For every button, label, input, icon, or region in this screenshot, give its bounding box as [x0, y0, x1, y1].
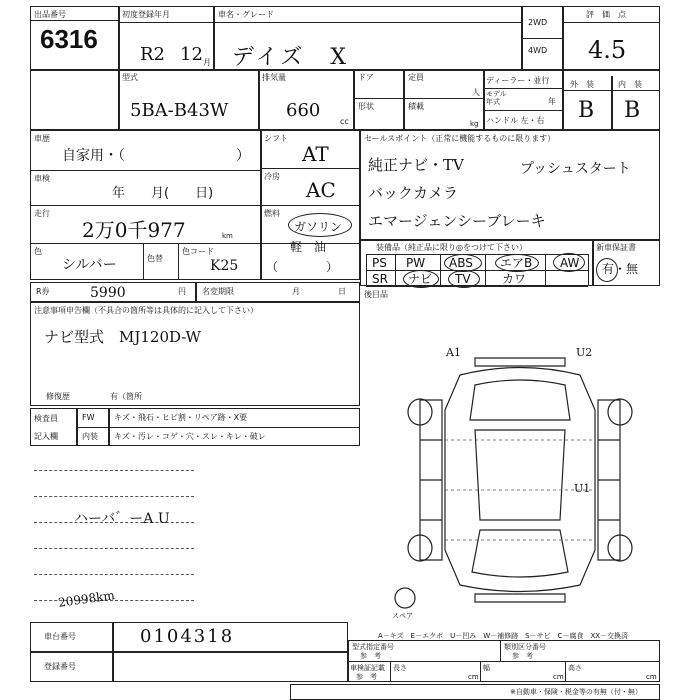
inspector-label1: 検査員 [34, 414, 58, 423]
equip-airbag: エアB [500, 256, 533, 270]
inspector-label2: 記入欄 [34, 432, 58, 441]
cc-unit: cc [340, 117, 349, 126]
equip-abs: ABS [449, 256, 473, 270]
handle-label: ハンドル 左・右 [486, 116, 545, 125]
equip-pw: PW [406, 256, 426, 270]
circle-aw [553, 253, 585, 272]
expiry-day-unit: 日 [338, 287, 346, 296]
car-size-ref: 参 考 [356, 673, 377, 681]
score-label: 評 価 点 [586, 10, 626, 19]
mileage-label: 走行 [34, 209, 50, 218]
drive-4wd: 4WD [528, 46, 548, 55]
yen-unit: 円 [178, 287, 186, 296]
repair-label: 修復歴 [46, 392, 70, 401]
color-value: シルバー [62, 257, 117, 273]
interior-items: キズ・汚レ・コゲ・穴・スレ・キレ・破レ [114, 432, 266, 441]
shaken-value: 年 月( 日) [112, 186, 214, 201]
rear-seat-label: 後目品 [364, 290, 388, 299]
exterior-grade: B [578, 98, 595, 123]
first-reg-month: 12 [180, 44, 203, 65]
class-no-ref: 参 考 [512, 652, 533, 660]
length-label: 長さ [393, 664, 407, 672]
type-no-ref: 参 考 [360, 652, 381, 660]
car-name: デイズ X [232, 45, 349, 70]
equip-aw: AW [560, 256, 580, 270]
history-label: 車歴 [34, 134, 50, 143]
fw-items: キズ・飛石・ヒビ割・リペア跡・X要 [114, 413, 248, 422]
aircon-value: AC [306, 178, 336, 202]
history-close: ） [236, 148, 250, 164]
displacement: 660 [286, 100, 321, 121]
type-no-label: 型式指定番号 [352, 643, 394, 651]
shift-value: AT [302, 142, 329, 166]
shape-label: 形状 [358, 102, 374, 111]
month-unit: 月 [203, 58, 211, 67]
notes-box [30, 302, 360, 406]
class-no-label: 類別区分番号 [504, 643, 546, 651]
sales-point-line2: バックカメラ [368, 184, 459, 202]
fuel-label: 燃料 [264, 209, 280, 218]
width-label: 幅 [483, 664, 490, 672]
displacement-label: 排気量 [262, 73, 286, 82]
equip-leather: カワ [502, 272, 527, 286]
equipment-label: 装備品（純正品に限り◎をつけて下さい） [376, 243, 527, 252]
footer-note: ※自動車・保険・税金等の有無（付・無） [510, 688, 642, 696]
chassis-value: 0104318 [140, 626, 235, 647]
capacity-label: 定員 [408, 73, 424, 82]
fuel-value: ガソリン [294, 220, 343, 234]
fuel-light: 軽 油 [290, 240, 327, 254]
year-unit: 年 [548, 97, 556, 106]
color-code-label: 色コード [182, 247, 214, 256]
warranty-label: 新車保証書 [596, 243, 636, 252]
recycle-value: 5990 [90, 285, 126, 301]
circle-tv [448, 270, 480, 288]
width-unit: cm [553, 673, 564, 681]
registration-label: 登録番号 [44, 662, 76, 671]
shift-label: シフト [264, 134, 288, 143]
car-size-label: 車検証記載 [350, 664, 385, 672]
recycle-label: R券 [36, 287, 50, 296]
repair-value: 有（箇所 [110, 392, 142, 401]
warranty-circle [596, 258, 618, 282]
interior-inspect-label: 内装 [82, 432, 98, 441]
color-label: 色 [34, 247, 42, 256]
car-damage-diagram [380, 340, 660, 620]
fuel-paren: （ ） [266, 260, 339, 274]
damage-legend: A－キズ E－エクボ U－凹み W－補修跡 S－サビ C－腐食 XX－交換済 [378, 632, 629, 640]
inspector-comment2: 20998km [57, 588, 116, 610]
exterior-label: 外 装 [570, 80, 594, 89]
equip-ps: PS [372, 256, 387, 270]
equip-tv: TV [455, 272, 471, 286]
mark-u2: U2 [576, 346, 593, 359]
km-unit: km [222, 232, 233, 240]
registration-row [30, 652, 348, 682]
first-reg-era: R2 [140, 44, 166, 65]
drive-2wd: 2WD [528, 18, 548, 27]
sales-point-line1a: 純正ナビ・TV [368, 156, 464, 174]
equip-navi: ナビ [408, 272, 433, 286]
model-label: 型式 [122, 73, 138, 82]
interior-label: 内 装 [618, 80, 642, 89]
chassis-label: 車台番号 [44, 632, 76, 641]
color-change-label: 色替 [147, 254, 163, 263]
lot-no-label: 出品番号 [34, 10, 66, 19]
lot-no: 6316 [40, 24, 98, 54]
spare-label: スペア [392, 612, 413, 620]
notes-value: ナビ型式 MJ120D-W [44, 328, 201, 346]
circle-airbag [495, 254, 539, 272]
sales-point-line1b: プッシュスタート [520, 161, 631, 177]
color-code: K25 [210, 258, 239, 274]
mark-a1: A1 [446, 346, 461, 359]
warranty-value: 有・無 [602, 262, 639, 276]
circle-navi [403, 270, 439, 288]
shaken-label: 車検 [34, 174, 50, 183]
fw-label: FW [82, 413, 95, 422]
history-value: 自家用・（ [62, 148, 125, 164]
sales-point-line3: エマージェンシーブレーキ [368, 212, 546, 230]
first-reg-label: 初度登録年月 [122, 10, 170, 19]
kg-unit: kg [470, 120, 479, 128]
fuel-circle [288, 213, 352, 237]
height-label: 高さ [568, 664, 582, 672]
model: 5BA-B43W [130, 100, 229, 121]
score: 4.5 [588, 36, 627, 64]
aircon-label: 冷房 [264, 172, 280, 181]
mileage-value: 2万0千977 [82, 218, 186, 242]
mark-u1: U1 [574, 482, 591, 495]
load-label: 積載 [408, 102, 424, 111]
car-name-label: 車名・グレード [218, 10, 274, 19]
sales-point-label: セールスポイント（正常に機能するものに限ります） [364, 134, 556, 143]
notes-label: 注意事項申告欄（不具合の箇所等は具体的に記入して下さい） [34, 306, 258, 315]
equip-sr: SR [372, 272, 388, 286]
interior-grade: B [624, 98, 641, 123]
door-label: ドア [358, 73, 374, 82]
height-unit: cm [646, 673, 657, 681]
inspector-comment1: ハーバ゛ーA U [74, 511, 170, 527]
expiry-month-unit: 月 [292, 287, 300, 296]
expiry-label: 名変期限 [202, 287, 234, 296]
dealer-label: ディーラー・並行 [486, 76, 550, 85]
model-year-label: モデル 年式 [486, 90, 507, 106]
person-unit: 人 [472, 88, 480, 97]
length-unit: cm [468, 673, 479, 681]
